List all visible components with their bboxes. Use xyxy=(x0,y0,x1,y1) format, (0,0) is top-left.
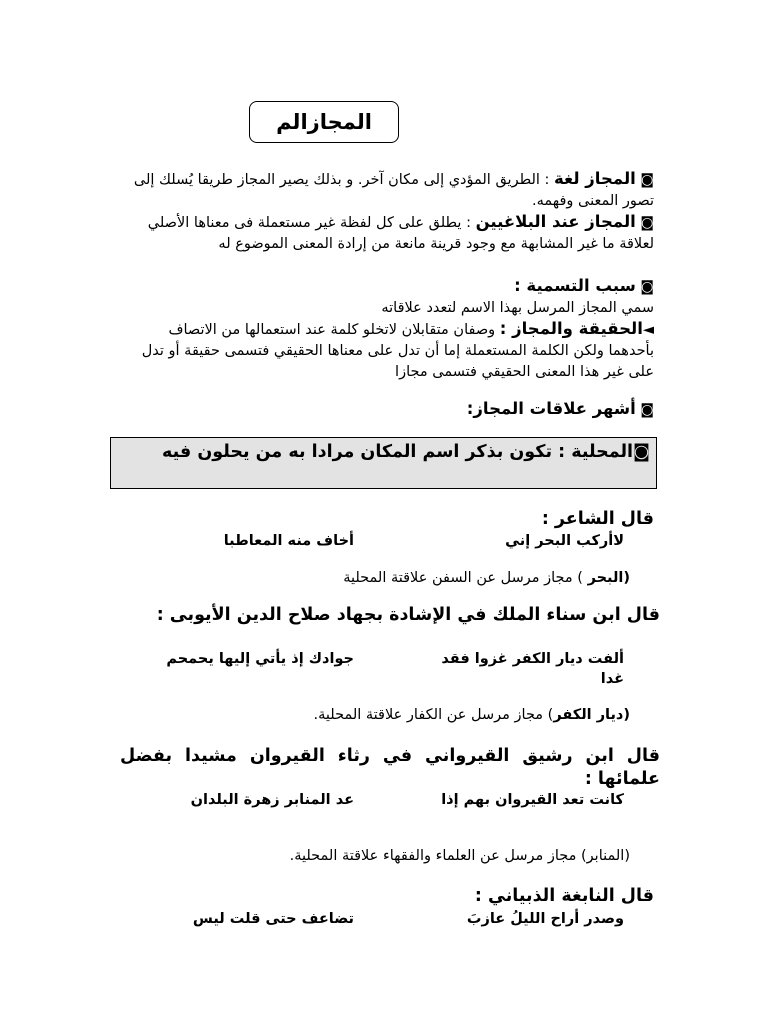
example-2-note xyxy=(200,705,630,725)
verse-hemistich-second: تضاعف حتى قلت ليس xyxy=(192,911,354,927)
bullet-square-icon: ◙ xyxy=(640,215,654,231)
verse-hemistich-first: ألفت ديار الكفر غزوا فقد غدا xyxy=(441,651,624,687)
page-title: المجازالم xyxy=(249,101,399,143)
term-naming-reason: سبب التسمية : xyxy=(514,276,636,295)
term-linguistic: المجاز لغة xyxy=(554,169,636,188)
verse-hemistich-second: عد المنابر زهرة البلدان xyxy=(190,792,354,808)
example-1-key: (البحر xyxy=(587,570,630,586)
naming-reason xyxy=(250,275,654,319)
example-2-note-text: ) مجاز مرسل عن الكفار علاقتة المحلية. xyxy=(313,707,554,723)
truth-metaphor-text: وصفان متقابلان لاتخلو كلمة عند استعمالها من الاتصاف بأحدهما ولكن الكلمة المستعملة إما أن تدل على معناها الحقيقي فتسمى حقيقة أو تدل على غير هذا المعنى الحقيقي فتسمى مجازا xyxy=(141,322,654,380)
verse-hemistich-second: جوادك إذ يأتي إليها يحمحم xyxy=(166,651,354,667)
example-4-verse xyxy=(150,909,624,929)
example-4-heading: قال النابغة الذبياني : xyxy=(474,886,654,906)
example-3-heading: قال ابن رشيق القيرواني في رثاء القيروان مشيدا بفضل علمائها : xyxy=(120,746,660,789)
example-1-note-text: ) مجاز مرسل عن السفن علاقتة المحلية xyxy=(343,570,583,586)
example-1-note xyxy=(250,568,630,588)
term-truth-metaphor: الحقيقة والمجاز : xyxy=(499,319,643,338)
bullet-square-icon: ◙ xyxy=(640,172,654,188)
term-rhetorical: المجاز عند البلاغيين xyxy=(475,212,636,231)
relations-heading xyxy=(350,398,654,421)
example-1-verse xyxy=(150,531,624,551)
verse-hemistich-first: وصدر أراح الليلُ عازبَ xyxy=(466,911,624,927)
definition-rhetorical xyxy=(122,211,654,255)
truth-and-metaphor xyxy=(122,318,654,383)
term-relations: أشهر علاقات المجاز: xyxy=(466,399,636,418)
highlight-box-locality: ◙المحلية : تكون بذكر اسم المكان مرادا به من يحلون فيه xyxy=(110,437,657,489)
example-2-verse xyxy=(150,649,624,691)
example-2-key: (ديار الكفر xyxy=(553,707,630,723)
definition-linguistic-text: : الطريق المؤدي إلى مكان آخر. و بذلك يصير المجاز طريقا يُسلك إلى تصور المعنى وفهمه. xyxy=(133,172,654,209)
example-3-verse xyxy=(150,790,624,832)
bullet-square-icon: ◙ xyxy=(640,279,654,295)
naming-reason-text: سمي المجاز المرسل بهذا الاسم لتعدد علاقاته xyxy=(381,300,654,316)
definition-linguistic xyxy=(122,168,654,212)
verse-hemistich-first: لاأركب البحر إني xyxy=(505,533,624,549)
bullet-square-icon: ◙ xyxy=(640,402,654,418)
verse-hemistich-first: كانت تعد القيروان بهم إذا xyxy=(441,792,624,808)
definition-rhetorical-text: : يطلق على كل لفظة غير مستعملة فى معناها الأصلي لعلاقة ما غير المشابهة مع وجود قرينة مانعة من إرادة المعنى الموضوع له xyxy=(147,215,654,252)
example-1-heading: قال الشاعر : xyxy=(541,509,654,529)
example-3-note: (المنابر) مجاز مرسل عن العلماء والفقهاء علاقتة المحلية. xyxy=(289,848,630,864)
arrow-left-icon: ◄ xyxy=(642,322,654,338)
example-2-heading: قال ابن سناء الملك في الإشادة بجهاد صلاح الدين الأيوبى : xyxy=(156,605,660,625)
verse-hemistich-second: أخاف منه المعاطبا xyxy=(223,533,354,549)
